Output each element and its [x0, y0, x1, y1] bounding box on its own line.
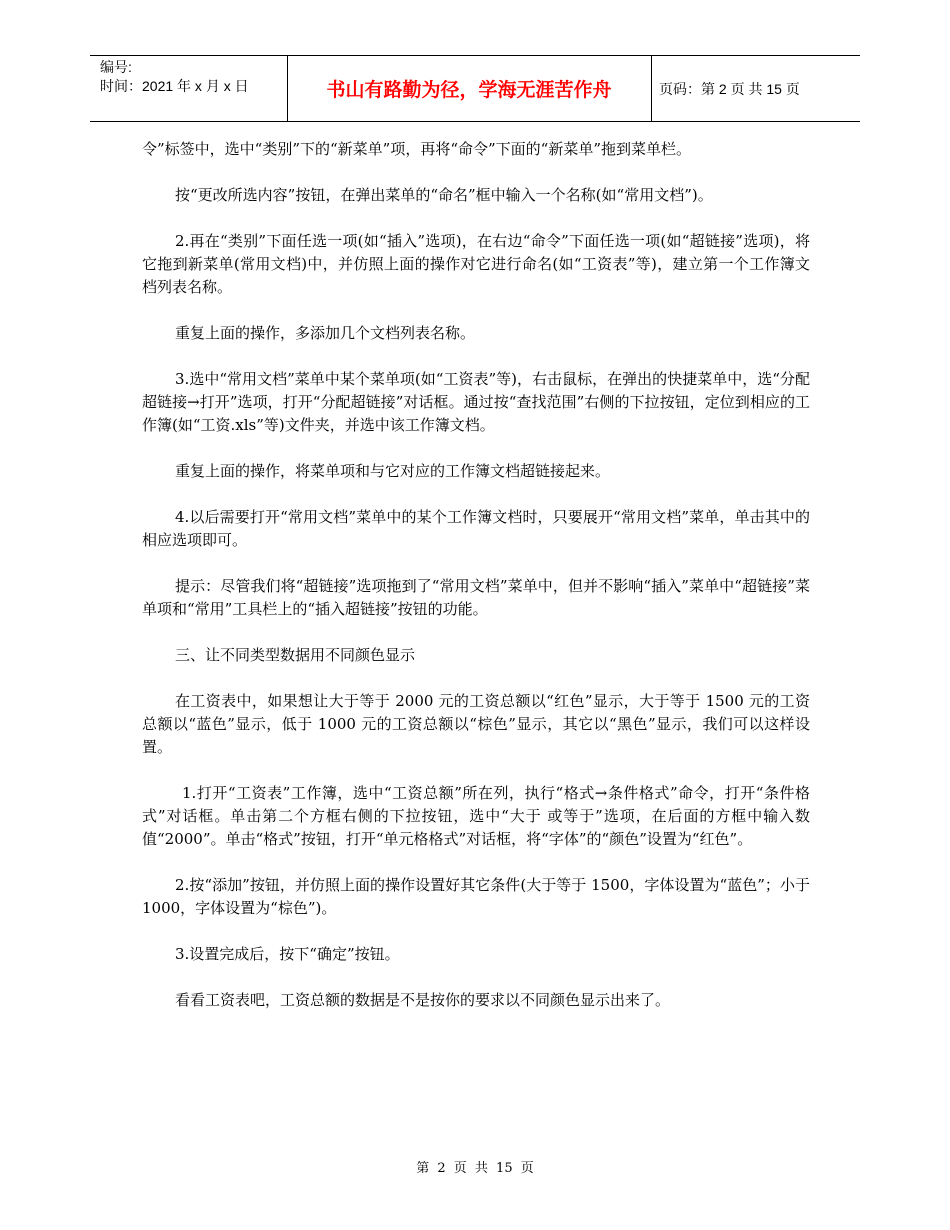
body-paragraph: 在工资表中，如果想让大于等于 2000 元的工资总额以“红色”显示，大于等于 1500 元的工资总额以“蓝色”显示，低于 1000 元的工资总额以“棕色”显示，其它以“黑色”显示，我们可以这样设置。	[142, 692, 810, 756]
body-paragraph: 令”标签中，选中“类别”下的“新菜单”项，再将“命令”下面的“新菜单”拖到菜单栏。	[142, 140, 692, 158]
body-paragraph: 2.按“添加”按钮，并仿照上面的操作设置好其它条件(大于等于 1500，字体设置为“蓝色”；小于 1000，字体设置为“棕色”)。	[142, 876, 810, 917]
header-bottom-rule	[90, 121, 860, 122]
body-paragraph: 重复上面的操作，多添加几个文档列表名称。	[175, 324, 476, 342]
document-body	[142, 138, 810, 1035]
header-page-info: 页码：第 2 页 共 15 页	[659, 81, 800, 97]
body-paragraph: 2.再在“类别”下面任选一项(如“插入”选项)，在右边“命令”下面任选一项(如“超链接”选项)，将它拖到新菜单(常用文档)中，并仿照上面的操作对它进行命名(如“工资表”等)，建立第一个工作簿文档列表名称。	[142, 232, 810, 296]
body-paragraph: 按“更改所选内容”按钮，在弹出菜单的“命名”框中输入一个名称(如“常用文档”)。	[175, 186, 713, 204]
footer-page-number: 第 2 页 共 15 页	[416, 1161, 534, 1176]
header-motto: 书山有路勤为径，学海无涯苦作舟	[326, 79, 612, 101]
header-top-rule	[90, 55, 860, 56]
body-paragraph: 看看工资表吧，工资总额的数据是不是按你的要求以不同颜色显示出来了。	[175, 991, 671, 1009]
body-paragraph: 重复上面的操作，将菜单项和与它对应的工作簿文档超链接起来。	[175, 462, 611, 480]
body-paragraph: 4.以后需要打开“常用文档”菜单中的某个工作簿文档时，只要展开“常用文档”菜单，单击其中的相应选项即可。	[142, 508, 810, 549]
body-paragraph: 1.打开“工资表”工作簿，选中“工资总额”所在列，执行“格式→条件格式”命令，打开“条件格式”对话框。单击第二个方框右侧的下拉按钮，选中“大于 或等于”选项，在后面的方框中输入数值“2000”。单击“格式”按钮，打开“单元格格式”对话框，将“字体”的“颜色”设置为“红色”。	[142, 784, 810, 848]
header-serial-label: 编号:	[100, 59, 132, 75]
body-paragraph: 提示：尽管我们将“超链接”选项拖到了“常用文档”菜单中，但并不影响“插入”菜单中“超链接”菜单项和“常用”工具栏上的“插入超链接”按钮的功能。	[142, 577, 810, 618]
header-divider-right	[651, 55, 652, 121]
header-time-label: 时间：2021 年 x 月 x 日	[100, 78, 249, 94]
body-paragraph: 3.设置完成后，按下“确定”按钮。	[175, 945, 400, 963]
section-heading: 三、让不同类型数据用不同颜色显示	[175, 646, 416, 664]
body-paragraph: 3.选中“常用文档”菜单中某个菜单项(如“工资表”等)，右击鼠标，在弹出的快捷菜单中，选“分配超链接→打开”选项，打开“分配超链接”对话框。通过按“查找范围”右侧的下拉按钮，定位到相应的工作簿(如“工资.xls”等)文件夹，并选中该工作簿文档。	[142, 370, 810, 434]
